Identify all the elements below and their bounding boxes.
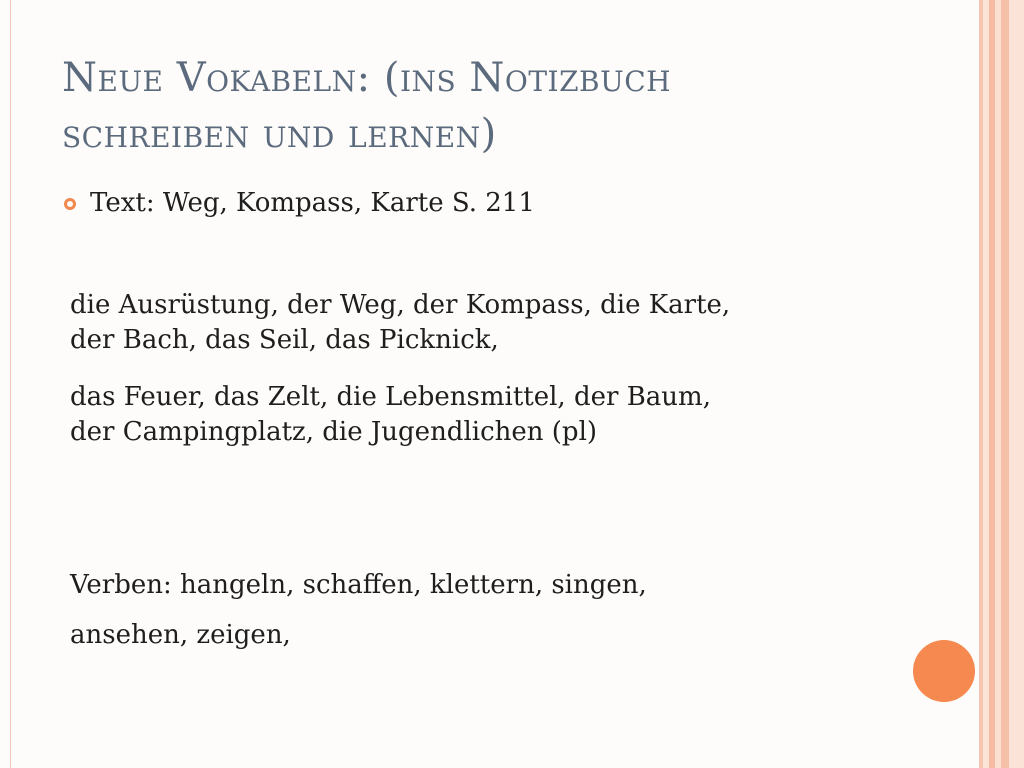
decorative-stripe bbox=[1009, 0, 1024, 768]
slide-title-line2: schreiben und lernen) bbox=[62, 111, 497, 157]
decorative-circle bbox=[913, 640, 975, 702]
verbs-line-1: Verben: hangeln, schaffen, klettern, singen, bbox=[70, 570, 647, 600]
bullet-item bbox=[64, 188, 535, 218]
ring-bullet-icon bbox=[64, 198, 76, 210]
vocab-paragraph-2 bbox=[70, 380, 890, 450]
vocab-paragraph-2-line2: der Campingplatz, die Jugendlichen (pl) bbox=[70, 417, 598, 447]
bullet-text: Text: Weg, Kompass, Karte S. 211 bbox=[90, 188, 535, 218]
verbs-line-2: ansehen, zeigen, bbox=[70, 620, 291, 650]
left-border-line bbox=[10, 0, 11, 768]
decorative-stripe bbox=[1001, 0, 1009, 768]
vocab-paragraph-1 bbox=[70, 288, 890, 358]
slide-title-line1: Neue Vokabeln: (ins Notizbuch bbox=[62, 55, 672, 101]
vocab-paragraph-2-line1: das Feuer, das Zelt, die Lebensmittel, der Baum, bbox=[70, 382, 711, 412]
vocab-paragraph-1-line1: die Ausrüstung, der Weg, der Kompass, die Karte, bbox=[70, 290, 731, 320]
vocab-paragraph-1-line2: der Bach, das Seil, das Picknick, bbox=[70, 325, 499, 355]
slide-title bbox=[62, 50, 942, 162]
